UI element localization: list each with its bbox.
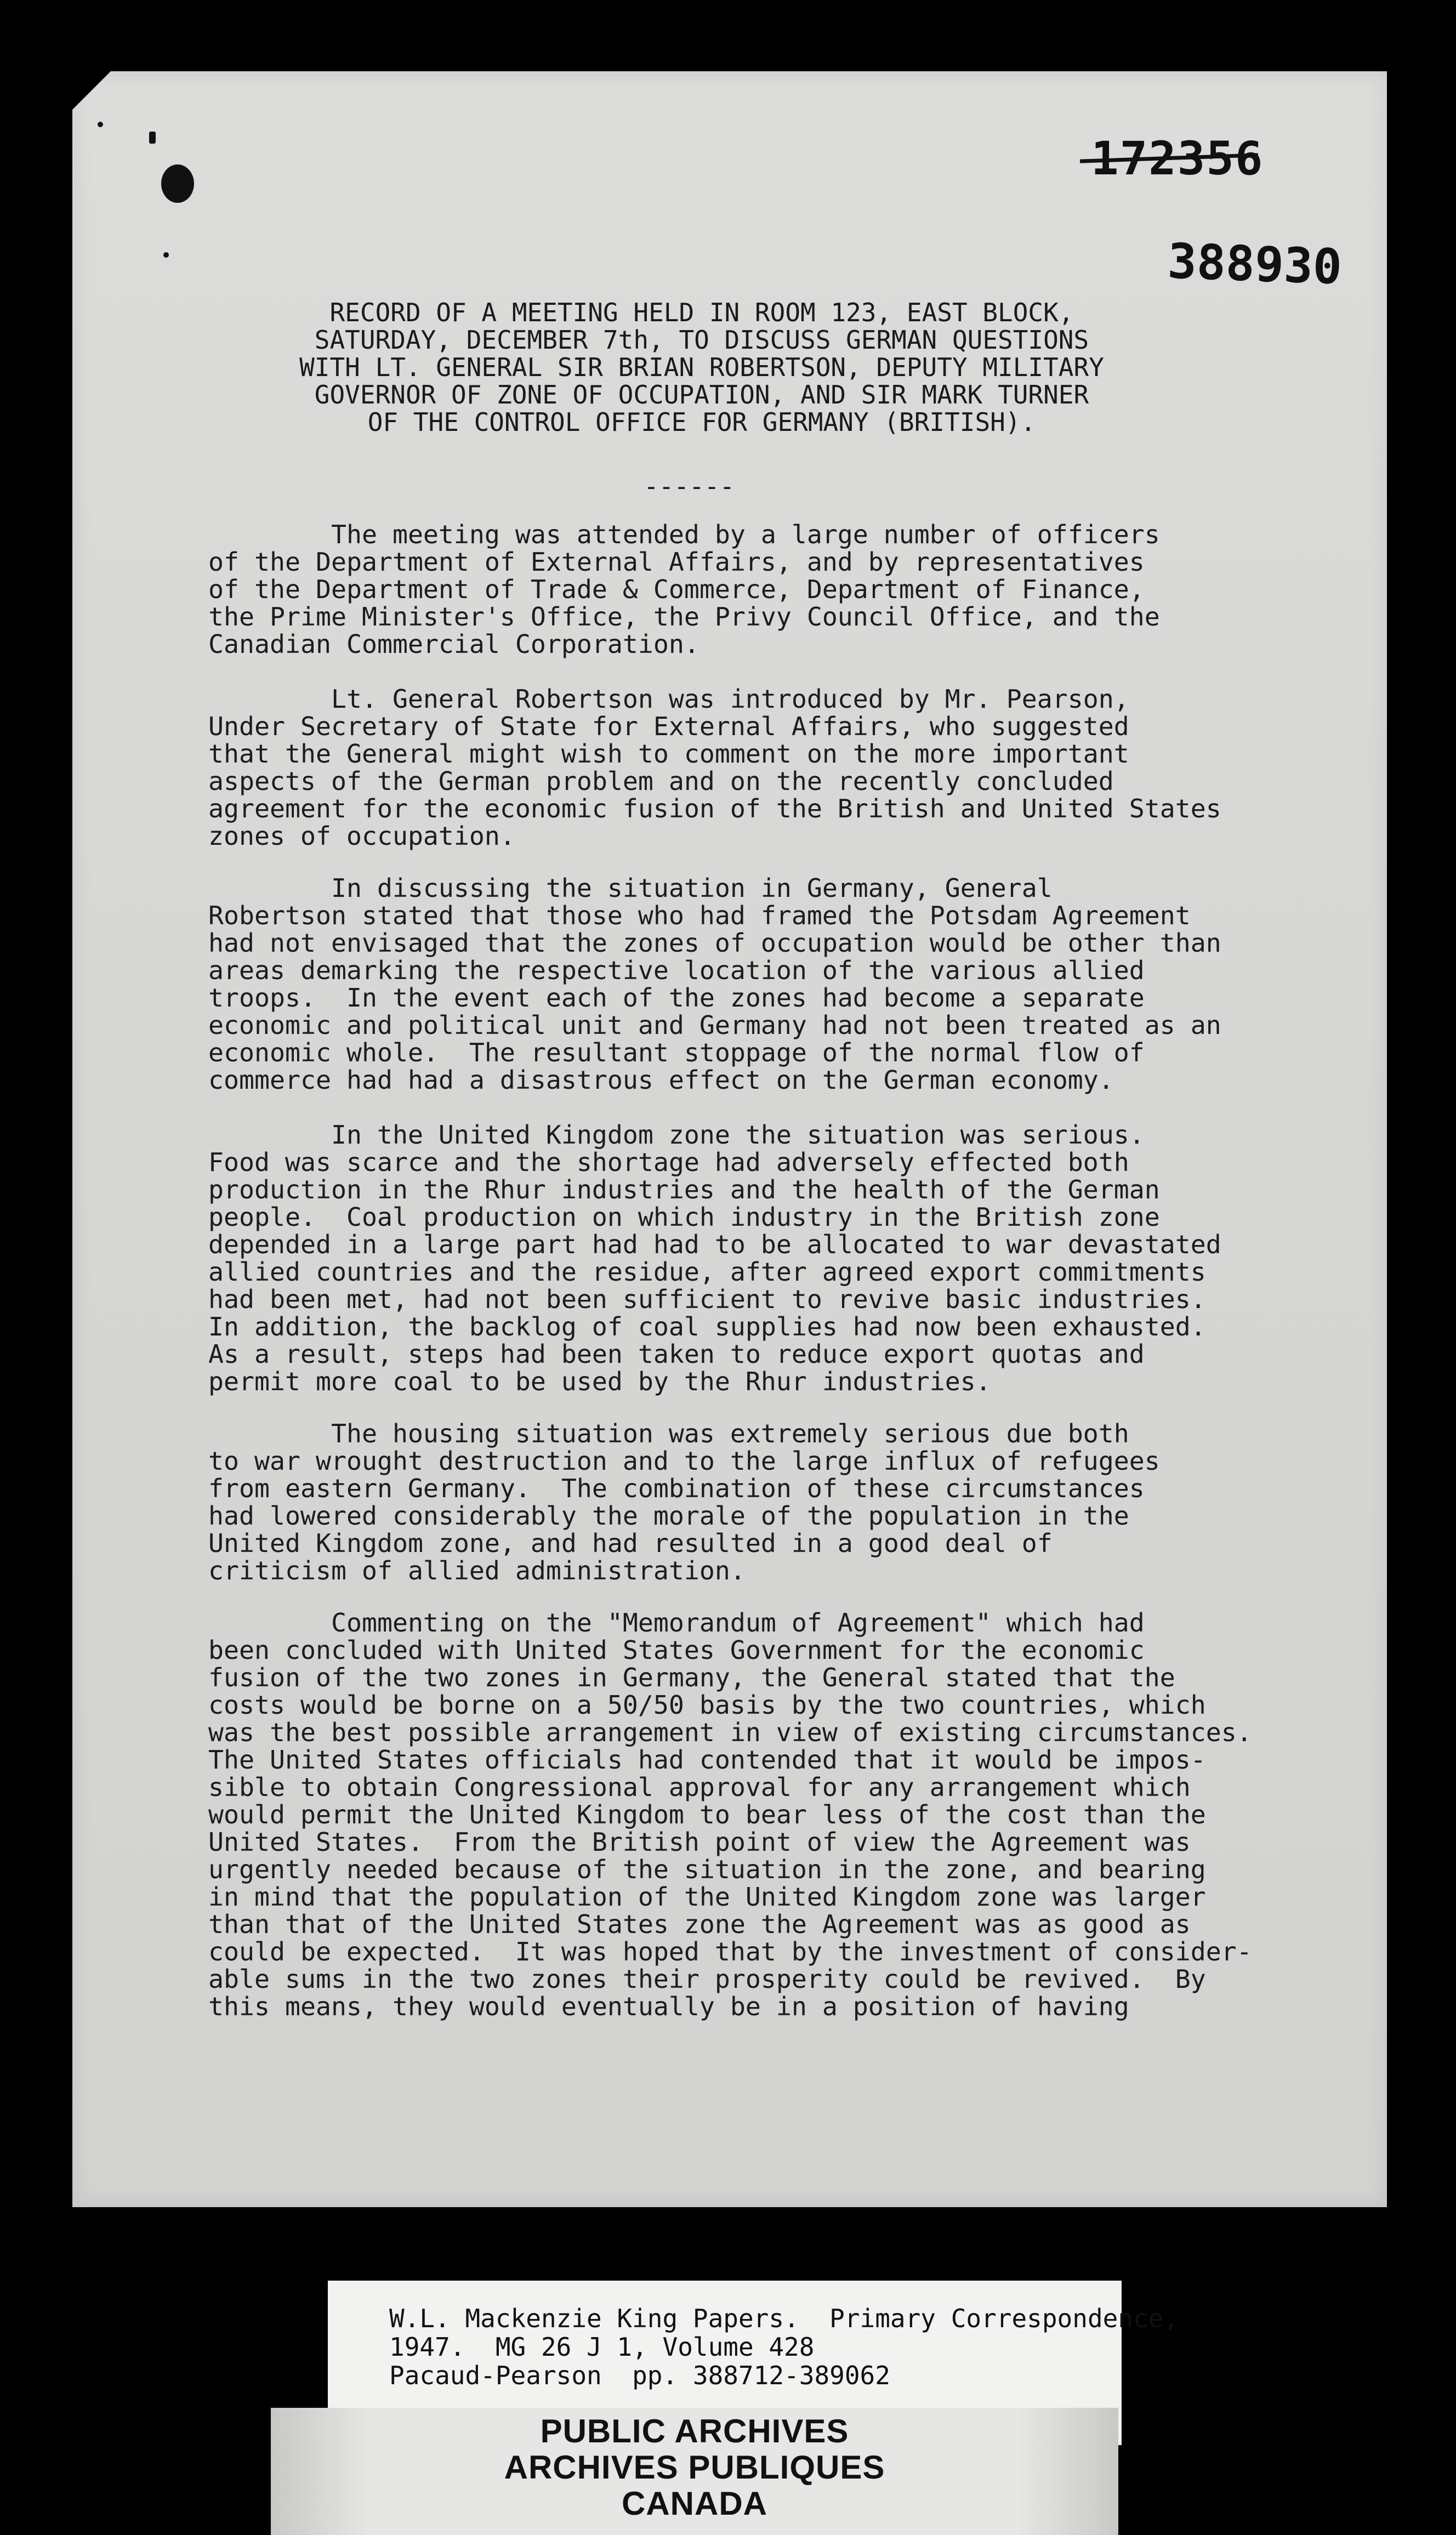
text-line: had lowered considerably the morale of the population in the: [208, 1501, 1129, 1531]
text-line: sible to obtain Congressional approval for any arrangement which: [208, 1772, 1191, 1802]
text-line: permit more coal to be used by the Rhur industries.: [208, 1367, 991, 1396]
text-line: able sums in the two zones their prosperity could be revived. By: [208, 1964, 1206, 1994]
text-line: United Kingdom zone, and had resulted in a good deal of: [208, 1528, 1053, 1558]
text-line: Lt. General Robertson was introduced by Mr. Pearson,: [208, 684, 1129, 714]
text-line: of the Department of External Affairs, and by representatives: [208, 547, 1145, 577]
struck-out-number-stamp: 172356: [1091, 132, 1264, 185]
text-line: Food was scarce and the shortage had adversely effected both: [208, 1147, 1129, 1177]
text-line: had not envisaged that the zones of occupation would be other than: [208, 928, 1221, 958]
text-line: costs would be borne on a 50/50 basis by the two countries, which: [208, 1690, 1206, 1720]
text-line: production in the Rhur industries and the health of the German: [208, 1175, 1160, 1204]
text-line: of the Department of Trade & Commerce, Department of Finance,: [208, 575, 1145, 604]
text-line: fusion of the two zones in Germany, the General stated that the: [208, 1663, 1175, 1692]
title-separator: ------: [644, 471, 735, 501]
text-line: Canadian Commercial Corporation.: [208, 629, 699, 659]
document-title: [181, 299, 1222, 436]
paragraph-housing: [208, 1420, 1360, 1584]
paragraph-memorandum: [208, 1609, 1360, 2020]
text-line: In the United Kingdom zone the situation was serious.: [208, 1120, 1145, 1150]
public-archives-stamp: [271, 2408, 1118, 2535]
text-line: economic whole. The resultant stoppage of the normal flow of: [208, 1038, 1145, 1067]
text-line: In discussing the situation in Germany, General: [208, 873, 1053, 903]
text-line: Under Secretary of State for External Affairs, who suggested: [208, 712, 1129, 741]
text-line: United States. From the British point of view the Agreement was: [208, 1827, 1191, 1857]
title-line: SATURDAY, DECEMBER 7th, TO DISCUSS GERMAN QUESTIONS: [314, 325, 1089, 355]
title-line: OF THE CONTROL OFFICE FOR GERMANY (BRITISH).: [367, 407, 1036, 437]
paragraph-situation-germany: [208, 874, 1360, 1094]
text-line: areas demarking the respective location of the various allied: [208, 956, 1145, 985]
speck-mark: [98, 122, 103, 127]
text-line: The housing situation was extremely serious due both: [208, 1419, 1129, 1448]
text-line: would permit the United Kingdom to bear less of the cost than the: [208, 1800, 1206, 1829]
text-line: that the General might wish to comment on the more important: [208, 739, 1129, 769]
text-line: had been met, had not been sufficient to revive basic industries.: [208, 1284, 1206, 1314]
text-line: this means, they would eventually be in a position of having: [208, 1992, 1129, 2021]
text-line: in mind that the population of the United Kingdom zone was larger: [208, 1882, 1206, 1912]
reference-line: 1947. MG 26 J 1, Volume 428: [389, 2332, 815, 2362]
page-corner-tab: [72, 71, 111, 110]
archives-line: PUBLIC ARCHIVES: [540, 2413, 849, 2449]
reference-line: W.L. Mackenzie King Papers. Primary Correspondence,: [389, 2304, 1179, 2333]
text-line: Robertson stated that those who had framed the Potsdam Agreement: [208, 901, 1191, 930]
text-line: could be expected. It was hoped that by the investment of consider-: [208, 1937, 1252, 1966]
text-line: As a result, steps had been taken to reduce export quotas and: [208, 1339, 1145, 1369]
paragraph-introduction: [208, 685, 1360, 850]
text-line: to war wrought destruction and to the large influx of refugees: [208, 1446, 1160, 1476]
archives-line: CANADA: [622, 2485, 767, 2522]
text-line: economic and political unit and Germany had not been treated as an: [208, 1010, 1221, 1040]
text-line: depended in a large part had had to be allocated to war devastated: [208, 1230, 1221, 1259]
text-line: The meeting was attended by a large number of officers: [208, 520, 1160, 549]
archives-line: ARCHIVES PUBLIQUES: [504, 2449, 885, 2486]
text-line: the Prime Minister's Office, the Privy Council Office, and the: [208, 602, 1160, 632]
text-line: zones of occupation.: [208, 821, 515, 851]
text-line: aspects of the German problem and on the recently concluded: [208, 766, 1114, 796]
speck-mark: [163, 252, 169, 258]
paragraph-uk-zone: [208, 1121, 1360, 1395]
text-line: agreement for the economic fusion of the British and United States: [208, 794, 1221, 823]
speck-mark: [149, 132, 156, 144]
text-line: In addition, the backlog of coal supplies had now been exhausted.: [208, 1312, 1206, 1342]
text-line: Commenting on the "Memorandum of Agreement" which had: [208, 1608, 1145, 1638]
paragraph-attendance: [208, 521, 1360, 658]
title-line: RECORD OF A MEETING HELD IN ROOM 123, EAST BLOCK,: [329, 298, 1074, 327]
text-line: troops. In the event each of the zones had become a separate: [208, 983, 1145, 1013]
text-line: been concluded with United States Government for the economic: [208, 1635, 1145, 1665]
text-line: from eastern Germany. The combination of these circumstances: [208, 1474, 1145, 1503]
title-line: WITH LT. GENERAL SIR BRIAN ROBERTSON, DEPUTY MILITARY: [299, 353, 1104, 382]
text-line: commerce had had a disastrous effect on the German economy.: [208, 1065, 1114, 1095]
title-line: GOVERNOR OF ZONE OF OCCUPATION, AND SIR MARK TURNER: [314, 380, 1089, 410]
text-line: urgently needed because of the situation in the zone, and bearing: [208, 1855, 1206, 1884]
text-line: criticism of allied administration.: [208, 1556, 746, 1585]
text-line: than that of the United States zone the Agreement was as good as: [208, 1909, 1191, 1939]
binder-hole-mark: [161, 164, 194, 203]
page-number-stamp: 388930: [1167, 232, 1343, 295]
text-line: The United States officials had contended that it would be impos-: [208, 1745, 1206, 1775]
reference-line: Pacaud-Pearson pp. 388712-389062: [389, 2361, 890, 2390]
text-line: allied countries and the residue, after agreed export commitments: [208, 1257, 1206, 1287]
text-line: people. Coal production on which industry in the British zone: [208, 1202, 1160, 1232]
text-line: was the best possible arrangement in view of existing circumstances.: [208, 1718, 1252, 1747]
